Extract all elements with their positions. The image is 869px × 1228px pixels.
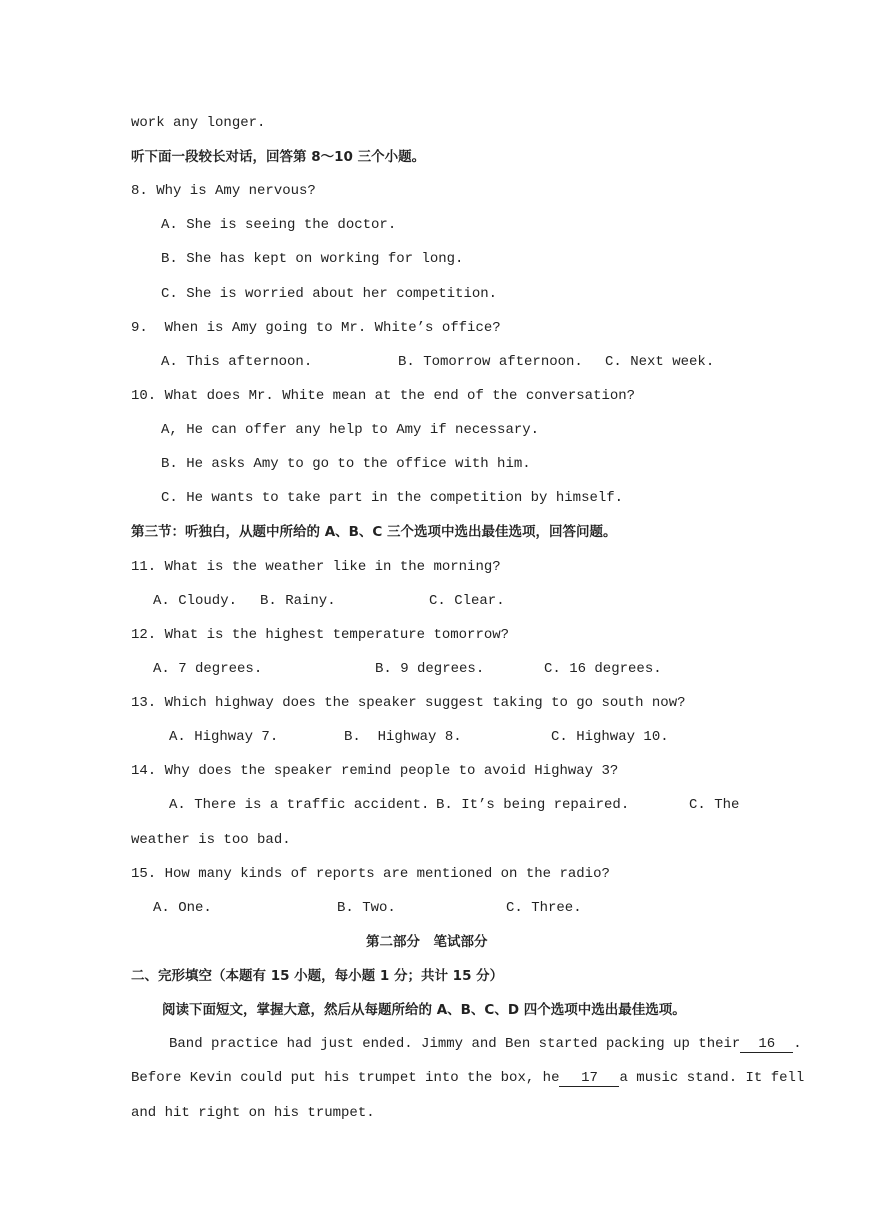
part-title: 第二部分 笔试部分 (366, 934, 488, 950)
option-9a: A. This afternoon. (161, 354, 313, 370)
option-12a: A. 7 degrees. (153, 661, 263, 677)
passage-line-3: and hit right on his trumpet. (131, 1105, 375, 1121)
question-12: 12. What is the highest temperature tomorrow? (131, 627, 510, 643)
option-10b: B. He asks Amy to go to the office with him. (161, 456, 531, 472)
text-line: work any longer. (131, 115, 266, 131)
passage-line-1 (169, 1035, 802, 1053)
option-8b: B. She has kept on working for long. (161, 251, 464, 267)
option-13c: C. Highway 10. (551, 729, 669, 745)
option-14b: B. It’s being repaired. (436, 797, 630, 813)
question-10: 10. What does Mr. White mean at the end of the conversation? (131, 388, 636, 404)
option-15c: C. Three. (506, 900, 582, 916)
question-14: 14. Why does the speaker remind people to avoid Highway 3? (131, 763, 619, 779)
option-15a: A. One. (153, 900, 212, 916)
option-13a: A. Highway 7. (169, 729, 279, 745)
option-10c: C. He wants to take part in the competition by himself. (161, 490, 624, 506)
option-11b: B. Rainy. (260, 593, 336, 609)
option-12c: C. 16 degrees. (544, 661, 662, 677)
question-13: 13. Which highway does the speaker suggest taking to go south now? (131, 695, 686, 711)
option-8a: A. She is seeing the doctor. (161, 217, 397, 233)
option-15b: B. Two. (337, 900, 396, 916)
option-11a: A. Cloudy. (153, 593, 238, 609)
instructions: 阅读下面短文，掌握大意，然后从每题所给的 A、B、C、D 四个选项中选出最佳选项。 (162, 1002, 686, 1018)
option-14c-continued: weather is too bad. (131, 832, 291, 848)
option-14c: C. The (689, 797, 740, 813)
passage-text: Band practice had just ended. Jimmy and Ben started packing up their (169, 1036, 741, 1052)
passage-text: Before Kevin could put his trumpet into the box, he (131, 1070, 560, 1086)
blank-17: 17 (559, 1070, 619, 1087)
passage-line-2 (131, 1069, 804, 1087)
passage-text: a music stand. It fell (619, 1070, 805, 1086)
section-heading: 听下面一段较长对话，回答第 8～10 三个小题。 (131, 149, 426, 165)
question-11: 11. What is the weather like in the morning? (131, 559, 501, 575)
option-11c: C. Clear. (429, 593, 505, 609)
passage-text: . (793, 1036, 802, 1052)
option-8c: C. She is worried about her competition. (161, 286, 498, 302)
question-15: 15. How many kinds of reports are mentioned on the radio? (131, 866, 610, 882)
question-9: 9. When is Amy going to Mr. White’s office? (131, 320, 501, 336)
option-9c: C. Next week. (605, 354, 715, 370)
blank-16: 16 (740, 1036, 793, 1053)
section-heading: 二、完形填空（本题有 15 小题，每小题 1 分；共计 15 分） (131, 968, 504, 984)
option-14a: A. There is a traffic accident. (169, 797, 430, 813)
option-10a: A, He can offer any help to Amy if necessary. (161, 422, 540, 438)
section-heading: 第三节：听独白，从题中所给的 A、B、C 三个选项中选出最佳选项，回答问题。 (131, 524, 617, 540)
option-13b: B. Highway 8. (344, 729, 462, 745)
question-8: 8. Why is Amy nervous? (131, 183, 316, 199)
option-12b: B. 9 degrees. (375, 661, 485, 677)
option-9b: B. Tomorrow afternoon. (398, 354, 583, 370)
